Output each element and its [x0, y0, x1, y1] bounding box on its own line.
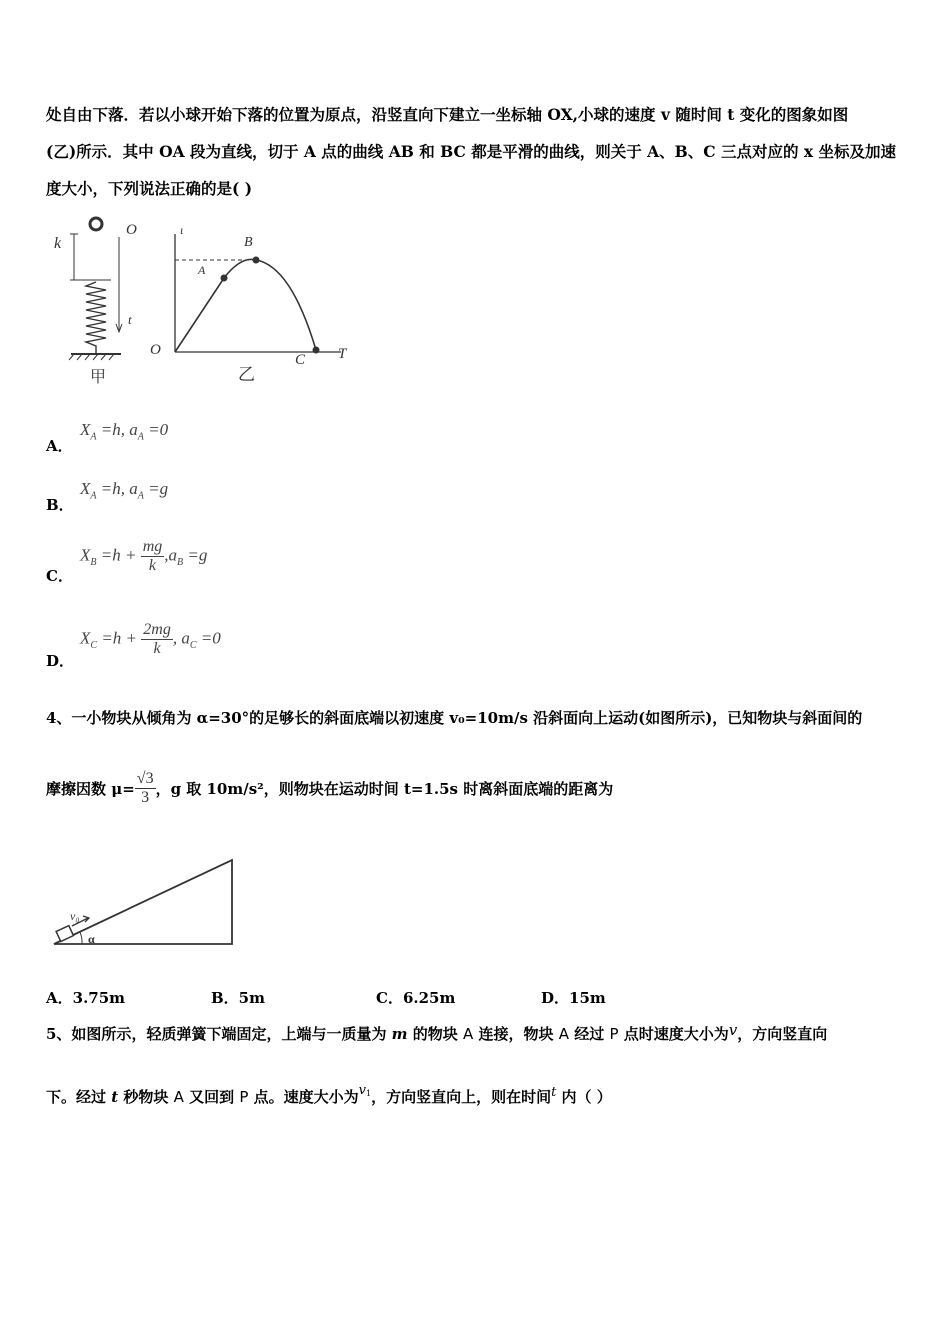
q5-line2: 下。经过 t 秒物块 A 又回到 P 点。速度大小为$v_1$，方向竖直向上，则在时间t 内（ ） — [46, 1083, 612, 1106]
velocity-graph — [150, 223, 348, 385]
caption-jia: 甲 — [90, 367, 107, 386]
option-d-formula: $X_C =h$ + $\frac{2mg}{k}$ , $a_C =0$ — [80, 621, 221, 657]
option-b-formula: $X_A =h$, $a_A =g$ — [80, 479, 169, 502]
v-axis-label: ι — [180, 223, 184, 237]
option-b-letter: B． — [46, 496, 74, 514]
q4-answer-b: B．5m — [211, 989, 265, 1007]
o-label-right: O — [150, 342, 161, 358]
option-d-letter: D． — [46, 652, 75, 670]
q4-line2: 摩擦因数 μ= $\frac{√3}{3}$ ，g 取 10m/s²，则物块在运动时间 t=1.5s 时离斜面底端的距离为 — [46, 770, 614, 806]
q3-line1: 处自由下落．若以小球开始下落的位置为原点，沿竖直向下建立一坐标轴 OX,小球的速度 v 随时间 t 变化的图象如图 — [46, 105, 849, 124]
t-axis-label: T — [338, 346, 347, 362]
q4-line1: 4、一小物块从倾角为 α=30°的足够长的斜面底端以初速度 v₀=10m/s 沿斜面向上运动(如图所示)，已知物块与斜面间的 — [46, 709, 863, 727]
k-label: k — [54, 235, 62, 252]
caption-yi: 乙 — [238, 365, 255, 385]
b-label: B — [244, 235, 253, 250]
q4-answer-c: C．6.25m — [376, 989, 456, 1007]
option-a-letter: A． — [46, 437, 73, 455]
option-c-letter: C． — [46, 567, 73, 585]
v0-label: v₀ — [70, 909, 80, 923]
c-label: C — [295, 352, 306, 368]
a-label: A — [198, 263, 206, 277]
option-a-formula: $X_A =h$, $a_A =0$ — [80, 420, 169, 443]
x-label-left: t — [128, 312, 132, 327]
option-c-formula: $X_B =h$ + $\frac{mg}{k}$ $,a_B =g$ — [80, 538, 208, 574]
q3-figure — [46, 212, 366, 387]
o-label-left: O — [126, 222, 137, 238]
q4-answer-d: D．15m — [541, 989, 606, 1007]
q3-line3: 度大小，下列说法正确的是( ) — [46, 179, 253, 198]
alpha-label: α — [88, 932, 95, 946]
q5-line1: 5、如图所示，轻质弹簧下端固定，上端与一质量为 m 的物块 A 连接，物块 A 经过 P 点时速度大小为v，方向竖直向 — [46, 1021, 828, 1043]
spring-apparatus — [54, 218, 137, 386]
q3-line2: (乙)所示．其中 OA 段为直线，切于 A 点的曲线 AB 和 BC 都是平滑的曲线，则关于 A、B、C 三点对应的 x 坐标及加速 — [46, 142, 897, 161]
q4-answer-a: A．3.75m — [46, 989, 126, 1007]
incline-figure — [46, 848, 246, 948]
